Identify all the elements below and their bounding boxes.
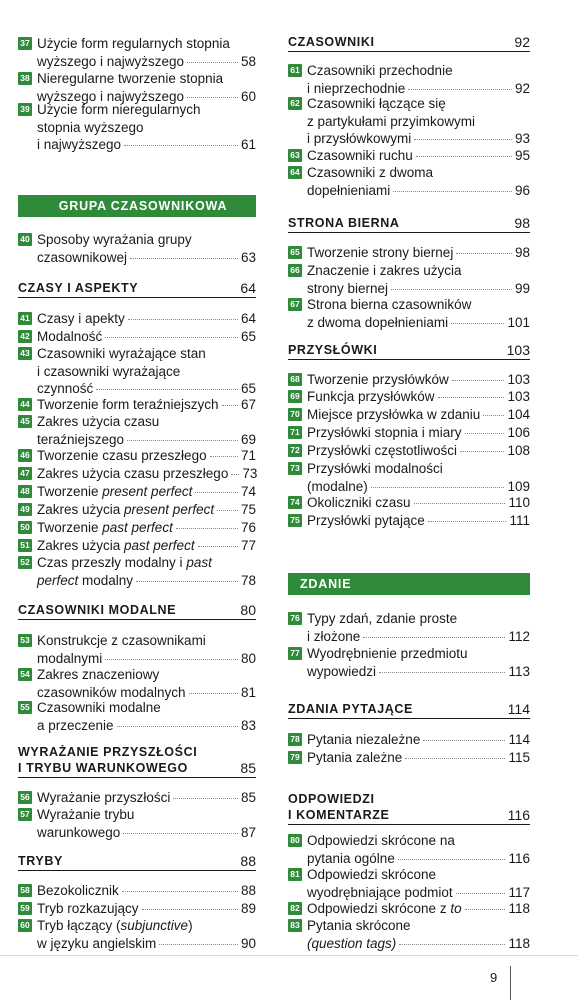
page-ref: 63 — [240, 249, 256, 265]
section-number-badge: 74 — [288, 496, 302, 509]
page-ref: 111 — [509, 513, 530, 528]
toc-entry-62[interactable] — [288, 95, 530, 148]
page-ref: 116 — [508, 850, 530, 866]
section-heading-title: ODPOWIEDZI — [288, 792, 375, 806]
section-number-badge: 60 — [18, 919, 32, 932]
page-ref: 61 — [240, 137, 256, 152]
entry-title-english-term: subjunctive — [120, 918, 189, 933]
toc-entry-59[interactable] — [18, 900, 256, 918]
section-heading-page: 80 — [240, 602, 256, 618]
page-ref: 71 — [240, 448, 256, 463]
entry-title: Wyrażanie przyszłości — [37, 790, 171, 805]
entry-title: Tryb łączący ( — [37, 918, 121, 933]
entry-title: Bezokolicznik — [37, 883, 119, 898]
entry-title-paren: ) — [188, 918, 193, 933]
section-heading-page: 92 — [514, 34, 530, 50]
page-ref: 64 — [240, 311, 256, 326]
page-ref: 74 — [240, 484, 256, 499]
entry-title: Czasowniki z dwoma — [307, 165, 434, 180]
page-ref: 67 — [240, 397, 256, 412]
toc-entry-46[interactable] — [18, 447, 256, 465]
entry-title: Użycie form nieregularnych — [37, 102, 201, 117]
entry-title-cont: i nieprzechodnie — [307, 80, 406, 96]
section-number-badge: 52 — [18, 556, 32, 569]
section-number-badge: 73 — [288, 462, 302, 475]
entry-title: Strona bierna czasowników — [307, 297, 472, 312]
section-number-badge: 75 — [288, 514, 302, 527]
toc-entry-56[interactable] — [18, 789, 256, 807]
toc-entry-51[interactable] — [18, 537, 256, 555]
toc-entry-71[interactable] — [288, 424, 530, 442]
entry-title-cont: pytania ogólne — [307, 850, 395, 866]
entry-title: Modalność — [37, 329, 103, 344]
toc-entry-42[interactable] — [18, 328, 256, 346]
entry-title: Nieregularne tworzenie stopnia — [37, 71, 224, 86]
toc-entry-53[interactable] — [18, 632, 256, 667]
page-ref: 108 — [507, 443, 530, 458]
toc-entry-38[interactable] — [18, 70, 256, 105]
section-number-badge: 48 — [18, 485, 32, 498]
page-ref: 93 — [514, 131, 530, 146]
entry-title: Czasowniki ruchu — [307, 148, 413, 163]
toc-entry-58[interactable] — [18, 882, 256, 900]
entry-title-english-term: past perfect — [124, 538, 195, 553]
toc-entry-45[interactable] — [18, 413, 256, 448]
entry-title: Zakres użycia — [37, 502, 125, 517]
entry-title-english-term: present perfect — [102, 484, 193, 499]
section-number-badge: 42 — [18, 330, 32, 343]
section-number-badge: 68 — [288, 373, 302, 386]
toc-entry-40[interactable] — [18, 231, 256, 266]
entry-title: Pytania zależne — [307, 750, 403, 765]
page-ref: 95 — [514, 148, 530, 163]
page-ref: 89 — [240, 901, 256, 916]
section-heading-title-cont: I TRYBU WARUNKOWEGO — [18, 761, 188, 775]
toc-entry-64[interactable] — [288, 164, 530, 199]
toc-entry-47[interactable] — [18, 465, 256, 483]
entry-title: Zakres znaczeniowy — [37, 667, 160, 682]
section-banner-zdanie: ZDANIE — [288, 573, 530, 595]
entry-title: Odpowiedzi skrócone — [307, 867, 437, 882]
section-number-badge: 40 — [18, 233, 32, 246]
entry-title: Wyodrębnienie przedmiotu — [307, 646, 468, 661]
entry-title-cont: czasownikowej — [37, 249, 128, 265]
section-heading-title: STRONA BIERNA — [288, 216, 400, 230]
section-number-badge: 62 — [288, 97, 302, 110]
section-heading-page: 103 — [506, 342, 530, 358]
toc-entry-68[interactable] — [288, 371, 530, 389]
entry-title-cont: teraźniejszego — [37, 431, 125, 447]
entry-title: Tworzenie — [37, 520, 103, 535]
section-number-badge: 47 — [18, 467, 32, 480]
section-number-badge: 71 — [288, 426, 302, 439]
page-ref: 115 — [508, 750, 530, 765]
toc-entry-80[interactable] — [288, 832, 530, 867]
section-heading-page: 98 — [514, 215, 530, 231]
section-number-badge: 67 — [288, 298, 302, 311]
page-ref: 80 — [240, 650, 256, 666]
section-number-badge: 39 — [18, 103, 32, 116]
page-ref: 117 — [508, 884, 530, 900]
entry-title: Funkcja przysłówków — [307, 389, 435, 404]
section-number-badge: 55 — [18, 701, 32, 714]
page-ref: 65 — [240, 381, 256, 396]
section-heading-title-cont: I KOMENTARZE — [288, 808, 390, 822]
section-heading-page: 85 — [240, 760, 256, 776]
entry-title: Użycie form regularnych stopnia — [37, 36, 230, 51]
entry-title-cont: wyższego i najwyższego — [37, 53, 185, 69]
entry-title-cont: czynność — [37, 381, 94, 396]
section-number-badge: 66 — [288, 264, 302, 277]
entry-title-cont: dopełnieniami — [307, 182, 391, 198]
toc-entry-82[interactable] — [288, 900, 530, 918]
section-heading-strona-bierna[interactable] — [288, 215, 530, 233]
entry-title: Zakres użycia — [37, 538, 125, 553]
page-ref: 58 — [240, 53, 256, 69]
section-number-badge: 63 — [288, 149, 302, 162]
toc-entry-83[interactable] — [288, 917, 530, 952]
entry-title-cont: czasowników modalnych — [37, 684, 186, 700]
section-heading-title: CZASOWNIKI — [288, 35, 375, 49]
page-ref: 77 — [240, 538, 256, 553]
page-ref: 90 — [240, 935, 256, 951]
entry-title-english-term: present perfect — [124, 502, 215, 517]
entry-title: Pytania niezależne — [307, 732, 421, 747]
toc-entry-43[interactable] — [18, 345, 256, 398]
section-number-badge: 58 — [18, 884, 32, 897]
entry-title: Tworzenie przysłówków — [307, 372, 449, 387]
entry-title-cont: strony biernej — [307, 280, 389, 296]
toc-entry-60[interactable] — [18, 917, 256, 952]
page-ref: 99 — [514, 280, 530, 296]
section-heading-page: 88 — [240, 853, 256, 869]
entry-title: Czasowniki przechodnie — [307, 63, 453, 78]
section-number-badge: 76 — [288, 612, 302, 625]
entry-title: Sposoby wyrażania grupy — [37, 232, 192, 247]
section-number-badge: 72 — [288, 444, 302, 457]
section-number-badge: 57 — [18, 808, 32, 821]
toc-entry-66[interactable] — [288, 262, 530, 297]
page-ref: 65 — [240, 329, 256, 344]
entry-title: Tworzenie — [37, 484, 103, 499]
entry-title-cont: z dwoma dopełnieniami — [307, 314, 449, 330]
toc-entry-37[interactable] — [18, 35, 256, 70]
toc-entry-76[interactable] — [288, 610, 530, 645]
toc-entry-70[interactable] — [288, 406, 530, 424]
entry-title: Pytania skrócone — [307, 918, 411, 933]
entry-title: Tworzenie form teraźniejszych — [37, 397, 219, 412]
section-number-badge: 43 — [18, 347, 32, 360]
entry-title: Miejsce przysłówka w zdaniu — [307, 407, 481, 422]
toc-entry-63[interactable] — [288, 147, 530, 165]
page-ref: 75 — [240, 502, 256, 517]
entry-title: Przysłówki pytające — [307, 513, 425, 528]
entry-title: Zakres użycia czasu przeszłego — [37, 466, 229, 481]
toc-entry-41[interactable] — [18, 310, 256, 328]
entry-title-cont: warunkowego — [37, 824, 121, 840]
section-heading-przyslowki[interactable] — [288, 342, 530, 360]
page-ref: 101 — [507, 314, 530, 330]
toc-entry-48[interactable] — [18, 483, 256, 501]
section-heading-czasy-i-aspekty[interactable] — [18, 280, 256, 298]
toc-entry-77[interactable] — [288, 645, 530, 680]
toc-entry-39[interactable] — [18, 101, 256, 154]
section-number-badge: 83 — [288, 919, 302, 932]
toc-entry-61[interactable] — [288, 62, 530, 97]
section-number-badge: 50 — [18, 521, 32, 534]
page-ref: 103 — [507, 389, 530, 404]
entry-title: Tworzenie czasu przeszłego — [37, 448, 207, 463]
section-number-badge: 79 — [288, 751, 302, 764]
toc-entry-67[interactable] — [288, 296, 530, 331]
entry-title-cont: a przeczenie — [37, 717, 114, 733]
toc-entry-65[interactable] — [288, 244, 530, 262]
section-heading-title: CZASOWNIKI MODALNE — [18, 603, 177, 617]
page-ref: 114 — [508, 732, 530, 747]
section-number-badge: 49 — [18, 503, 32, 516]
section-number-badge: 65 — [288, 246, 302, 259]
section-heading-page: 116 — [507, 807, 530, 823]
section-number-badge: 78 — [288, 733, 302, 746]
entry-title-cont: i przysłówkowymi — [307, 131, 412, 146]
entry-title-cont: wypowiedzi — [307, 663, 377, 679]
page-ref: 87 — [240, 824, 256, 840]
page-ref: 88 — [240, 883, 256, 898]
section-number-badge: 37 — [18, 37, 32, 50]
section-heading-czasowniki-modalne[interactable] — [18, 602, 256, 620]
section-heading-page: 64 — [240, 280, 256, 296]
section-heading-title: WYRAŻANIE PRZYSZŁOŚCI — [18, 745, 198, 759]
entry-title: Tryb rozkazujący — [37, 901, 139, 916]
entry-title-english-term: (question tags) — [307, 935, 397, 951]
page-ref: 85 — [240, 790, 256, 805]
entry-title: Konstrukcje z czasownikami — [37, 633, 206, 648]
toc-entry-50[interactable] — [18, 519, 256, 537]
entry-title: Tworzenie strony biernej — [307, 245, 454, 260]
entry-title-cont: i złożone — [307, 628, 361, 644]
page-ref: 78 — [240, 572, 256, 588]
section-number-badge: 45 — [18, 415, 32, 428]
toc-entry-78[interactable] — [288, 731, 530, 749]
entry-title-cont: w języku angielskim — [37, 935, 157, 951]
toc-entry-54[interactable] — [18, 666, 256, 701]
entry-title: Czasy i apekty — [37, 311, 125, 326]
section-heading-title: ZDANIA PYTAJĄCE — [288, 702, 413, 716]
entry-title: Odpowiedzi skrócone na — [307, 833, 455, 848]
entry-title-english-term: past perfect — [102, 520, 173, 535]
entry-title-english-term: perfect — [37, 572, 79, 588]
entry-title-cont: wyodrębniające podmiot — [307, 884, 453, 900]
toc-entry-73[interactable] — [288, 460, 530, 495]
entry-title: Czasowniki wyrażające stan — [37, 346, 206, 361]
entry-title: Przysłówki modalności — [307, 461, 443, 476]
entry-title: Czas przeszły modalny i — [37, 555, 187, 570]
page-ref: 109 — [507, 478, 530, 494]
page-number-divider — [510, 966, 511, 1000]
entry-title: Czasowniki łączące się — [307, 96, 446, 111]
section-heading-tryby[interactable] — [18, 853, 256, 871]
toc-entry-81[interactable] — [288, 866, 530, 901]
page-ref: 73 — [242, 466, 258, 481]
section-number-badge: 61 — [288, 64, 302, 77]
entry-title: Odpowiedzi skrócone z — [307, 901, 451, 916]
section-number-badge: 54 — [18, 668, 32, 681]
page-ref: 81 — [240, 684, 256, 700]
section-number-badge: 53 — [18, 634, 32, 647]
section-number-badge: 64 — [288, 166, 302, 179]
section-number-badge: 59 — [18, 902, 32, 915]
section-heading-wyrazanie-przyszlosci[interactable] — [18, 744, 256, 778]
section-heading-czasowniki[interactable] — [288, 34, 530, 52]
toc-entry-44[interactable] — [18, 396, 256, 414]
toc-entry-75[interactable] — [288, 512, 530, 530]
toc-entry-49[interactable] — [18, 501, 256, 519]
toc-entry-52[interactable] — [18, 554, 256, 589]
page-ref: 110 — [508, 495, 530, 510]
entry-title-cont: wyższego i najwyższego — [37, 88, 185, 104]
section-heading-odpowiedzi[interactable] — [288, 791, 530, 825]
section-heading-title: CZASY I ASPEKTY — [18, 281, 139, 295]
page-footer-rule — [0, 955, 578, 956]
page-ref: 103 — [507, 372, 530, 387]
entry-title: Okoliczniki czasu — [307, 495, 411, 510]
section-number-badge: 77 — [288, 647, 302, 660]
section-number-badge: 44 — [18, 398, 32, 411]
entry-title: Czasowniki modalne — [37, 700, 161, 715]
toc-entry-72[interactable] — [288, 442, 530, 460]
page-ref: 76 — [240, 520, 256, 535]
entry-title: Wyrażanie trybu — [37, 807, 135, 822]
entry-title-cont: (modalne) — [307, 478, 368, 494]
entry-title-english-term: to — [450, 901, 462, 916]
page-number: 9 — [490, 970, 498, 985]
section-heading-page: 114 — [507, 701, 530, 717]
page-ref: 118 — [508, 901, 530, 916]
section-number-badge: 56 — [18, 791, 32, 804]
section-number-badge: 81 — [288, 868, 302, 881]
entry-title-cont: i czasowniki wyrażające — [37, 363, 181, 379]
entry-title-cont: stopnia wyższego — [37, 119, 144, 135]
section-heading-title: PRZYSŁÓWKI — [288, 343, 378, 357]
toc-entry-79[interactable] — [288, 749, 530, 767]
toc-entry-74[interactable] — [288, 494, 530, 512]
entry-title-cont: z partykułami przyimkowymi — [307, 113, 476, 129]
entry-title-cont: modalnymi — [37, 650, 103, 666]
page-ref: 98 — [514, 245, 530, 260]
page-ref: 113 — [508, 663, 530, 679]
page-ref: 104 — [507, 407, 530, 422]
page-ref: 106 — [507, 425, 530, 440]
section-number-badge: 46 — [18, 449, 32, 462]
section-number-badge: 82 — [288, 902, 302, 915]
page-ref: 118 — [508, 935, 530, 951]
entry-title: Typy zdań, zdanie proste — [307, 611, 458, 626]
section-number-badge: 70 — [288, 408, 302, 421]
entry-title: Przysłówki częstotliwości — [307, 443, 458, 458]
page-ref: 96 — [514, 182, 530, 198]
entry-title: Znaczenie i zakres użycia — [307, 263, 462, 278]
section-heading-zdania-pytajace[interactable] — [288, 701, 530, 719]
toc-entry-69[interactable] — [288, 388, 530, 406]
entry-title-cont: modalny — [78, 572, 134, 588]
page-ref: 112 — [508, 628, 530, 644]
section-banner-grupa-czasownikowa: GRUPA CZASOWNIKOWA — [18, 195, 256, 217]
entry-title-cont: i najwyższego — [37, 137, 122, 152]
toc-entry-57[interactable] — [18, 806, 256, 841]
entry-title-english-term: past — [186, 555, 212, 570]
section-heading-title: TRYBY — [18, 854, 63, 868]
page-ref: 92 — [514, 80, 530, 96]
section-number-badge: 38 — [18, 72, 32, 85]
section-number-badge: 69 — [288, 390, 302, 403]
page-ref: 60 — [240, 88, 256, 104]
section-number-badge: 80 — [288, 834, 302, 847]
page-ref: 69 — [240, 431, 256, 447]
section-number-badge: 41 — [18, 312, 32, 325]
section-number-badge: 51 — [18, 539, 32, 552]
toc-entry-55[interactable] — [18, 699, 256, 734]
page-ref: 83 — [240, 717, 256, 733]
entry-title: Zakres użycia czasu — [37, 414, 160, 429]
entry-title: Przysłówki stopnia i miary — [307, 425, 462, 440]
